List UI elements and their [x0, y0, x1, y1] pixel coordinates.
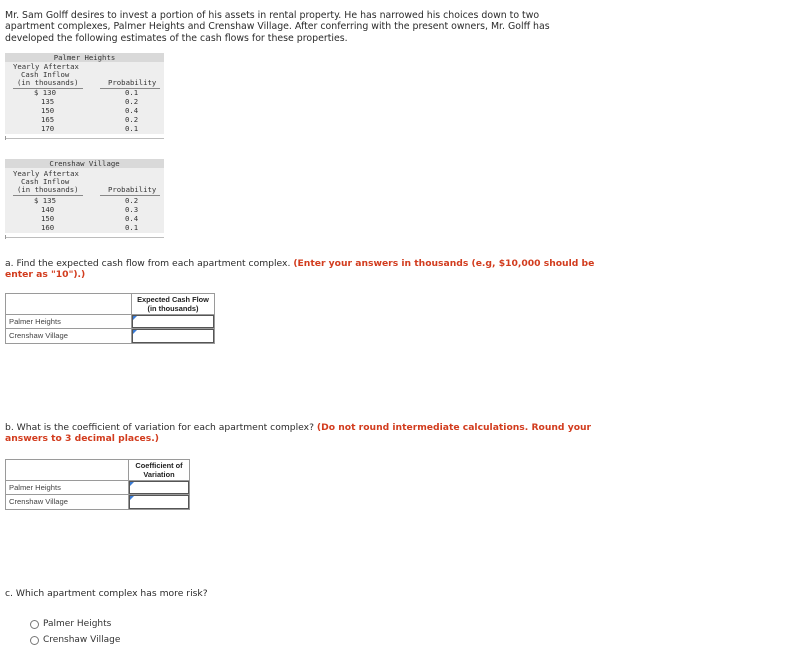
- palmer-row-prob: 0.2: [125, 97, 139, 106]
- part-b-row1-label: Palmer Heights: [9, 483, 61, 492]
- palmer-row-prob: 0.2: [125, 115, 139, 124]
- palmer-coefficient-input[interactable]: [129, 481, 189, 494]
- part-c-question: c. Which apartment complex has more risk?: [5, 588, 208, 599]
- part-a-header-line2: (in thousands): [147, 304, 199, 313]
- palmer-expected-cash-flow-input[interactable]: [132, 315, 214, 328]
- intro-text: Mr. Sam Golff desires to invest a portion of his assets in rental property. He has narrowed his choices down to two apartment complexes, Palmer Heights and Crenshaw Village. After conferring with the present owners, Mr. Golff has developed the following estimates of the cash flows for these properties.: [5, 10, 550, 44]
- crenshaw-col1-line1: Yearly Aftertax: [13, 169, 79, 178]
- part-a-col-header: [132, 295, 214, 313]
- crenshaw-radio[interactable]: [30, 636, 39, 645]
- palmer-row-cash: 150: [41, 106, 55, 115]
- palmer-table-title: Palmer Heights: [5, 53, 164, 62]
- crenshaw-row-cash: 160: [41, 223, 55, 232]
- crenshaw-row-prob: 0.1: [125, 223, 139, 232]
- crenshaw-col1-line2: Cash Inflow: [21, 177, 70, 186]
- palmer-row-cash: $ 130: [34, 88, 56, 97]
- part-b-question-text: b. What is the coefficient of variation for each apartment complex?: [5, 422, 314, 433]
- part-b-header-line1: Coefficient of: [135, 461, 183, 470]
- part-b-col-header: [129, 461, 189, 479]
- palmer-col1-line1: Yearly Aftertax: [13, 62, 79, 71]
- palmer-radio[interactable]: [30, 620, 39, 629]
- part-a-row2-label: Crenshaw Village: [9, 331, 68, 340]
- palmer-row-prob: 0.1: [125, 88, 139, 97]
- part-b-question: [5, 422, 605, 445]
- part-a-instruction: (Enter your answers in thousands (e.g, $10,000 should be enter as "10").): [5, 258, 595, 281]
- palmer-col1-line2: Cash Inflow: [21, 70, 70, 79]
- crenshaw-coefficient-input[interactable]: [129, 495, 189, 509]
- crenshaw-table-title: Crenshaw Village: [5, 159, 164, 168]
- crenshaw-row-cash: $ 135: [34, 196, 56, 205]
- crenshaw-col1-line3: (in thousands): [17, 185, 79, 194]
- palmer-divider: [5, 138, 164, 139]
- part-a-row1-label: Palmer Heights: [9, 317, 61, 326]
- crenshaw-row-cash: 140: [41, 205, 55, 214]
- palmer-radio-label[interactable]: Palmer Heights: [43, 619, 112, 629]
- palmer-row-prob: 0.4: [125, 106, 139, 115]
- palmer-row-cash: 165: [41, 115, 55, 124]
- part-b-row2-label: Crenshaw Village: [9, 497, 68, 506]
- palmer-row-cash: 170: [41, 124, 55, 133]
- part-a-header-line1: Expected Cash Flow: [137, 295, 209, 304]
- crenshaw-row-prob: 0.2: [125, 196, 139, 205]
- part-b-instruction: (Do not round intermediate calculations. Round your answers to 3 decimal places.): [5, 422, 592, 445]
- crenshaw-radio-label[interactable]: Crenshaw Village: [43, 635, 121, 645]
- part-a-question-text: a. Find the expected cash flow from each apartment complex.: [5, 258, 291, 269]
- crenshaw-divider: [5, 237, 164, 238]
- palmer-row-cash: 135: [41, 97, 55, 106]
- part-b-header-line2: Variation: [143, 470, 175, 479]
- crenshaw-expected-cash-flow-input[interactable]: [132, 329, 214, 343]
- part-a-question: [5, 258, 595, 281]
- crenshaw-row-prob: 0.4: [125, 214, 139, 223]
- crenshaw-row-prob: 0.3: [125, 205, 139, 214]
- crenshaw-col2-header: Probability: [108, 185, 157, 194]
- palmer-row-prob: 0.1: [125, 124, 139, 133]
- palmer-col2-header: Probability: [108, 78, 157, 87]
- crenshaw-row-cash: 150: [41, 214, 55, 223]
- palmer-col1-line3: (in thousands): [17, 78, 79, 87]
- part-a-answer-table: [5, 293, 215, 344]
- part-b-answer-table: [5, 459, 190, 510]
